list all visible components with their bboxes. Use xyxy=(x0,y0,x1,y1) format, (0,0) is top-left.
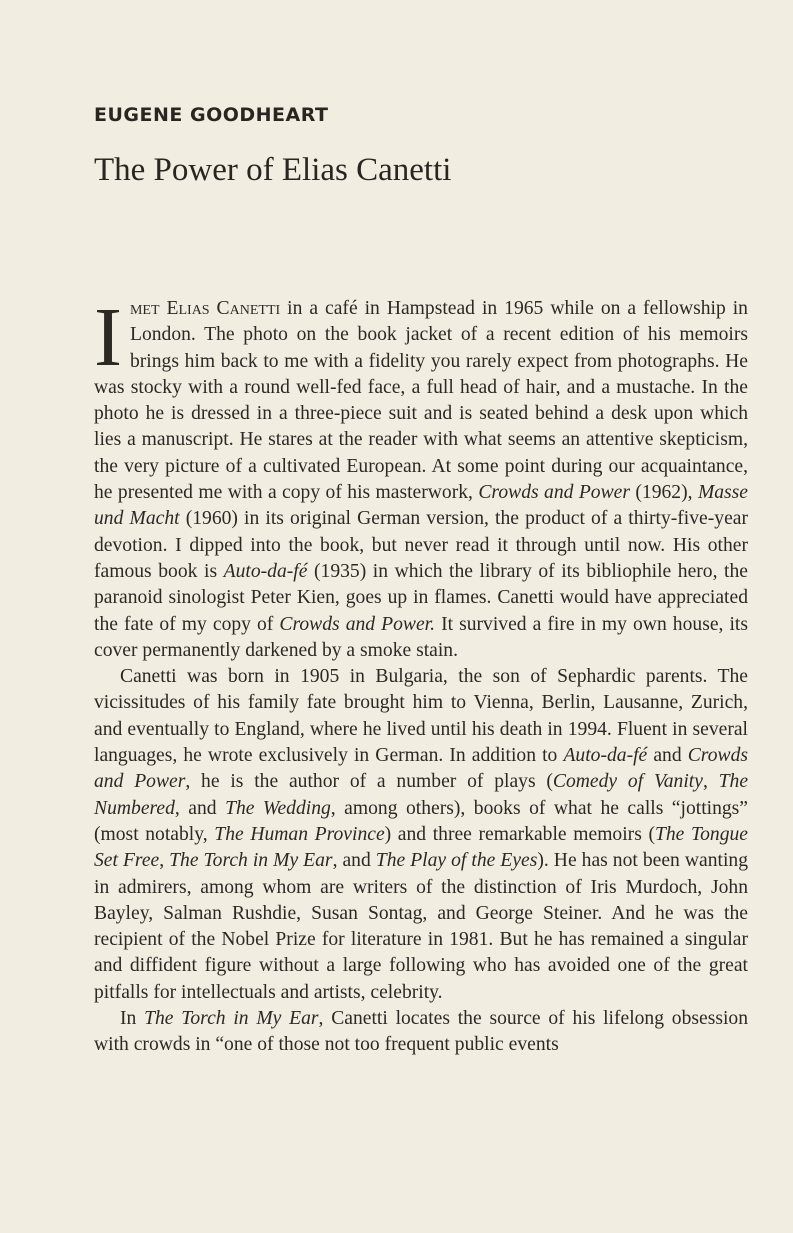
text-run: ). He has not been wanting in admirers, among whom are writers of the distinction of Iris Murdoch, John Bayley, Salman Rushdie, Susan Sontag, and George Steiner. And he was the recipient of the Nobel Prize for literature in 1981. But he has remained a singular and diffident figure without a large following who has avoided one of the great pitfalls for intellectuals and artists, celebrity. xyxy=(94,850,748,1003)
book-title: The Play of the Eyes xyxy=(375,850,538,872)
book-title: The Tongue Set Free xyxy=(94,823,748,872)
text-run: (1935) in which the library of its bibliophile hero, the paranoid sinologist Peter Kien, goes up in flames. Canetti would have appreciated the fate of my copy of xyxy=(94,560,748,635)
book-title: Crowds and Power. xyxy=(279,613,436,635)
book-title: Auto-da-fé xyxy=(223,560,308,582)
book-title: Masse und Macht xyxy=(94,482,749,530)
paragraph-2 xyxy=(94,664,748,1006)
author-name: EUGENE GOODHEART xyxy=(94,104,329,126)
book-title: Crowds and Power xyxy=(94,745,748,793)
text-run: , and xyxy=(332,850,376,872)
text-run: (1960) in its original German version, the product of a thirty-five-year devotion. I dipped into the book, but never read it through until now. His other famous book is xyxy=(94,508,748,582)
book-title: Crowds and Power xyxy=(478,482,630,504)
drop-cap: I xyxy=(94,291,122,384)
text-run: in a café in Hampstead in 1965 while on a fellowship in London. The photo on the book jacket of a recent edition of his memoirs brings him back to me with a fidelity you rarely expect from photographs. He was stocky with a round well-fed face, a full head of hair, and a mustache. In the photo he is dressed in a three-piece suit and is seated behind a desk upon which lies a manuscript. He stares at the reader with what seems an attentive skepticism, the very picture of a cultivated European. At some point during our acquaintance, he presented me with a copy of his masterwork, xyxy=(94,298,748,504)
text-run: , among others), books of what he calls “jottings” (most notably, xyxy=(94,797,748,845)
paragraph-1 xyxy=(94,291,749,664)
essay-body xyxy=(94,291,749,1059)
book-title: The Torch in My Ear xyxy=(144,1008,319,1030)
text-run: , xyxy=(702,771,719,793)
book-title: The Wedding xyxy=(225,797,331,819)
text-run: , and xyxy=(174,797,226,819)
book-title: The Numbered xyxy=(94,771,749,819)
text-run: It survived a fire in my own house, its cover permanently darkened by a smoke stain. xyxy=(94,613,748,661)
text-run: (1962), xyxy=(629,482,698,504)
book-title: Comedy of Vanity xyxy=(552,771,703,793)
text-run: In xyxy=(120,1008,145,1030)
text-run: Canetti was born in 1905 in Bulgaria, the son of Sephardic parents. The vicissitudes of his family fate brought him to Vienna, Berlin, Lausanne, Zurich, and eventually to England, where he lived until his death in 1994. Fluent in several languages, he wrote exclusively in German. In addition to xyxy=(94,666,748,767)
book-title: The Human Province xyxy=(214,823,385,845)
book-title: The Torch in My Ear xyxy=(169,850,333,872)
text-run: , he is the author of a number of plays ( xyxy=(185,771,553,793)
paragraph-3 xyxy=(94,1006,748,1059)
text-run: ) and three remarkable memoirs ( xyxy=(384,823,655,845)
text-run: , xyxy=(159,850,170,872)
text-run: and xyxy=(647,745,688,767)
essay-title: The Power of Elias Canetti xyxy=(94,152,452,188)
book-title: Auto-da-fé xyxy=(563,745,648,767)
text-run: , Canetti locates the source of his lifelong obsession with crowds in “one of those not too frequent public events xyxy=(94,1008,749,1056)
small-caps-lead: met Elias Canetti xyxy=(129,298,281,319)
